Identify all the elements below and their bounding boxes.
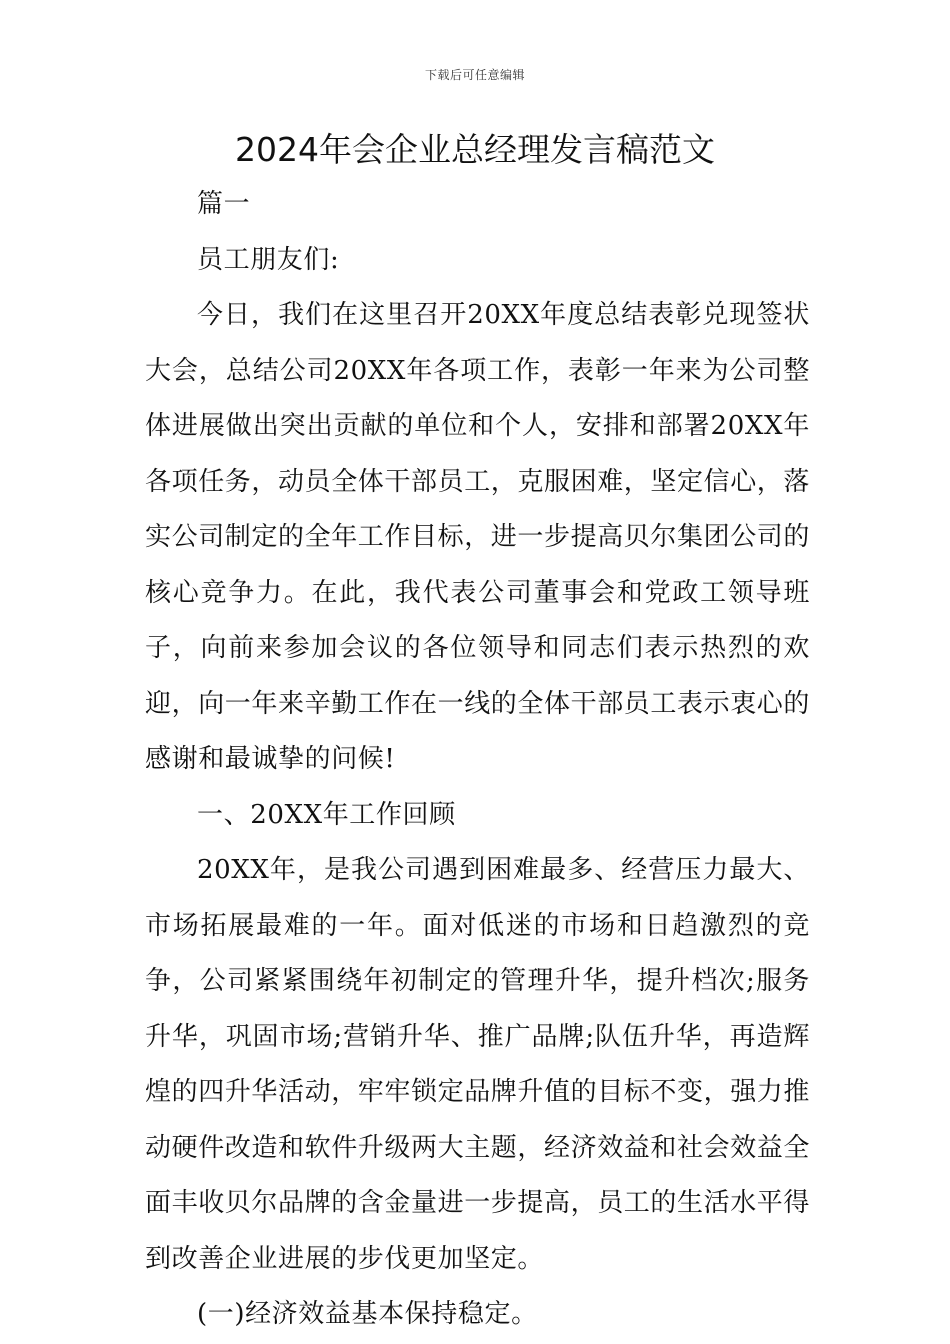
section-label: 篇一 bbox=[197, 189, 251, 219]
section-heading: 一、20XX年工作回顾 bbox=[197, 799, 456, 830]
paragraph-review: 20XX年，是我公司遇到困难最多、经营压力最大、市场拓展最难的一年。面对低迷的市场和日趋激烈的竞争，公司紧紧围绕年初制定的管理升华，提升档次;服务升华，巩固市场;营销升华、推广品牌;队伍升华，再造辉煌的四升华活动，牢牢锁定品牌升值的目标不变，强力推动硬件改造和软件升级两大主题，经济效益和社会效益全面丰收贝尔品牌的含金量进一步提高，员工的生活水平得到改善企业进展的步伐更加坚定。 bbox=[145, 855, 811, 1274]
document-body bbox=[145, 177, 810, 1343]
header-note: 下载后可任意编辑 bbox=[424, 68, 525, 82]
subsection-heading: (一)经济效益基本保持稳定。 bbox=[197, 1299, 538, 1329]
paragraph-opening: 今日，我们在这里召开20XX年度总结表彰兑现签状大会，总结公司20XX年各项工作，表彰一年来为公司整体进展做出突出贡献的单位和个人，安排和部署20XX年各项任务，动员全体干部员工，克服困难，坚定信心，落实公司制定的全年工作目标，进一步提高贝尔集团公司的核心竞争力。在此，我代表公司董事会和党政工领导班子，向前来参加会议的各位领导和同志们表示热烈的欢迎，向一年来辛勤工作在一线的全体干部员工表示衷心的感谢和最诚挚的问候! bbox=[145, 300, 811, 774]
document-title: 2024年会企业总经理发言稿范文 bbox=[235, 130, 715, 169]
salutation: 员工朋友们: bbox=[197, 244, 340, 275]
